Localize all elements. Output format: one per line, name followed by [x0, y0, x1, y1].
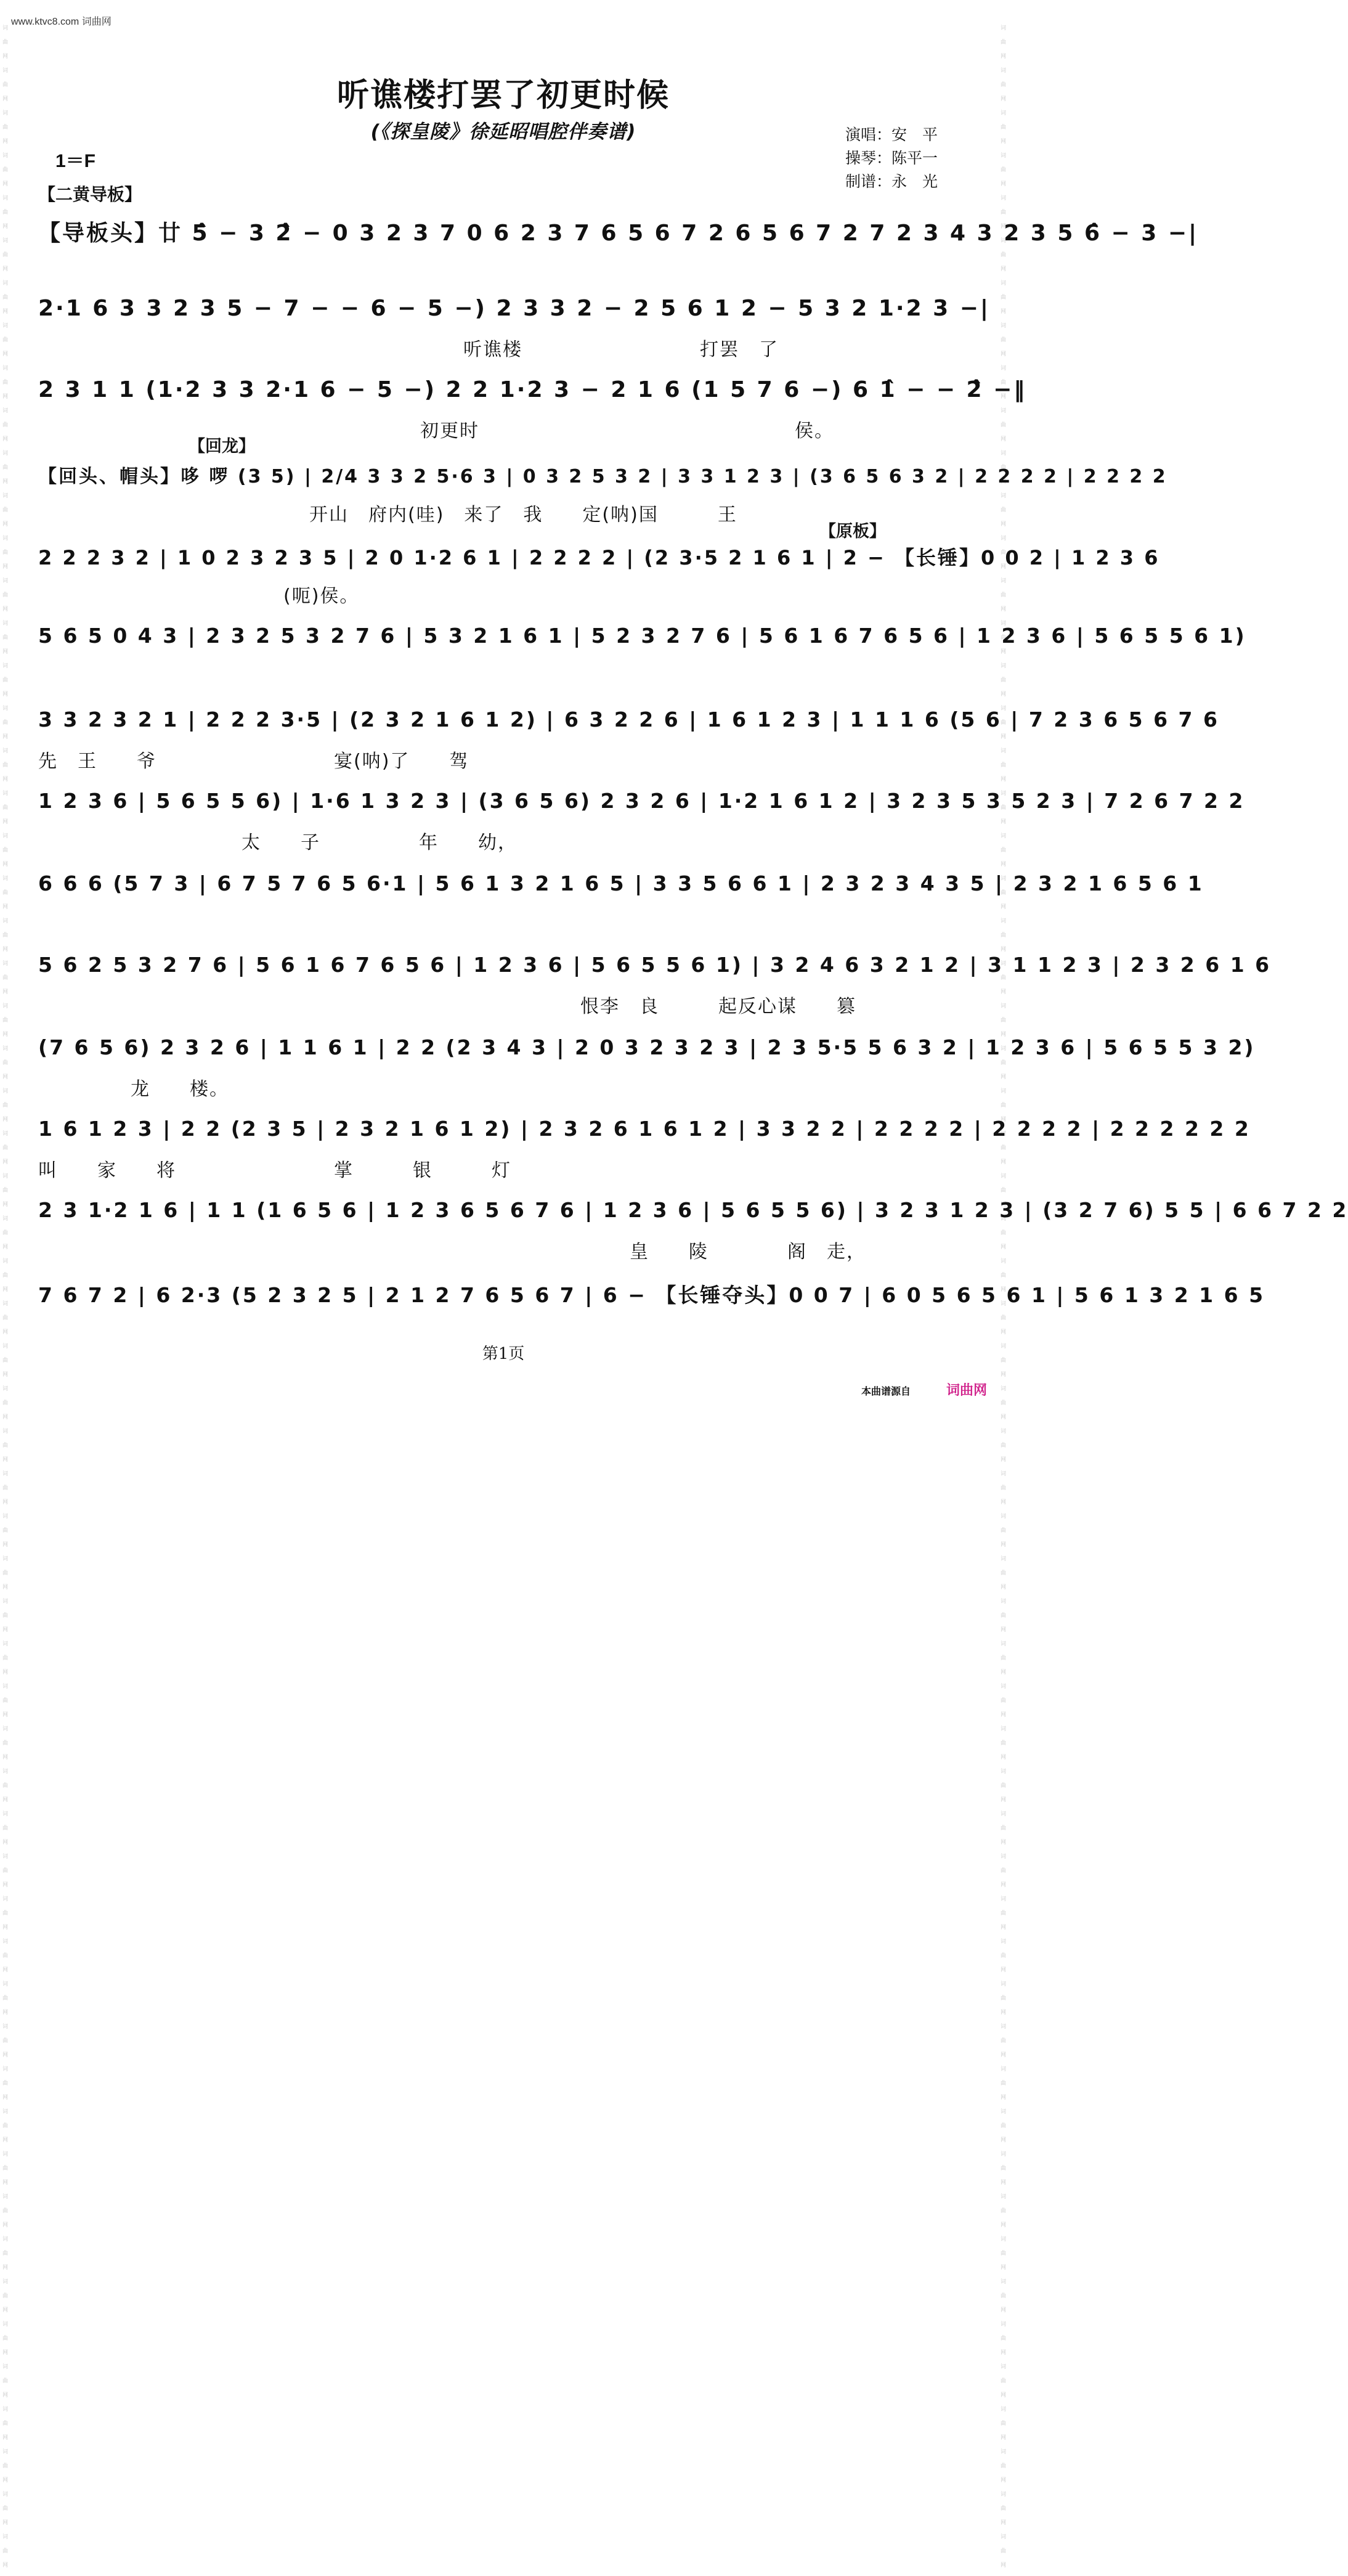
- score-line-5: [38, 542, 1160, 607]
- score-line-7: [38, 707, 1219, 772]
- score-line-10: [38, 953, 1272, 1017]
- score-line-1: [38, 216, 1199, 277]
- section-label: 【二黄导板】: [38, 184, 142, 205]
- lyrics-line: 恨李 良 起反心谋 篡: [580, 996, 856, 1017]
- credit-transcriber: 制谱：永 光: [845, 173, 938, 190]
- score-line-4: [38, 461, 1167, 526]
- score-line-9: [38, 871, 1204, 933]
- score-line-11: [38, 1035, 1256, 1100]
- notation-line: 1 2 3 6 | 5 6 5 5 6) | 1·6 1 3 2 3 | (3 6 5 6) 2 3 2 6 | 1·2 1 6 1 2 | 3 2 3 5 3 5 2 3 | 7 2 6 7 2 2: [38, 789, 1245, 813]
- credit-accompanist: 操琴：陈平一: [845, 149, 938, 167]
- right-watermark-strip: 词曲网词曲网词曲网词曲网词曲网词曲网词曲网词曲网词曲网词曲网词曲网词曲网词曲网词曲网词曲网词曲网词曲网词曲网词曲网词曲网词曲网词曲网词曲网词曲网词曲网词曲网词曲网词曲网词曲网词曲网词曲网词曲网词曲网词曲网词曲网词曲网词曲网词曲网词曲网词曲网词曲网词曲网词曲网词曲网词曲网词曲网词曲网词曲网词曲网词曲网词曲网词曲网词曲网词曲网词曲网词曲网词曲网词曲网词曲网词曲网: [999, 25, 1005, 2576]
- notation-line: 2·1 6 3 3 2 3 5 − 7 − − 6 − 5 −) 2 3 3 2 − 2 5 6 1 2 − 5 3 2 1·2 3 −|: [38, 296, 991, 321]
- notation-line: 2 3 1·2 1 6 | 1 1 (1 6 5 6 | 1 2 3 6 5 6 7 6 | 1 2 3 6 | 5 6 5 5 6) | 3 2 3 1 2 3 | (3 2 7 6) 5 5 | 6 6 7 2 2: [38, 1198, 1348, 1222]
- page-number: 第1页: [482, 1345, 525, 1363]
- score-line-8: [38, 789, 1245, 854]
- lyrics-line: 开山 府内(哇) 来了 我 定(呐)国 王: [309, 504, 737, 526]
- notation-line: 7 6 7 2 | 6 2·3 (5 2 3 2 5 | 2 1 2 7 6 5 6 7 | 6 − 【长锤夺头】0 0 7 | 6 0 5 6 5 6 1 | 5 6 1 3 2 1 6 5: [38, 1283, 1265, 1307]
- lyrics-line: 初更时 侯。: [420, 420, 834, 442]
- credit-singer: 演唱：安 平: [845, 126, 938, 144]
- lyrics-line: (呃)侯。: [283, 585, 360, 607]
- notation-line: 3 3 2 3 2 1 | 2 2 2 3·5 | (2 3 2 1 6 1 2) | 6 3 2 2 6 | 1 6 1 2 3 | 1 1 1 6 (5 6 | 7 2 3 6 5 6 7 6: [38, 707, 1219, 732]
- credits-block: [845, 123, 938, 194]
- site-url: www.ktvc8.com 词曲网: [11, 17, 112, 27]
- notation-line: 【回头、帽头】哆 啰 (3 5) | 2/4 3 3 2 5·6 3 | 0 3 2 5 3 2 | 3 3 1 2 3 | (3 6 5 6 3 2 | 2 2 2 2 | 2 2 2 2: [38, 466, 1167, 487]
- lyrics-line: 龙 楼。: [131, 1078, 229, 1100]
- notation-line: 6 6 6 (5 7 3 | 6 7 5 7 6 5 6·1 | 5 6 1 3 2 1 6 5 | 3 3 5 6 6 1 | 2 3 2 3 4 3 5 | 2 3 2 1 6 5 6 1: [38, 871, 1204, 895]
- sub-label-yuanban: 【原板】: [819, 522, 886, 541]
- left-watermark-strip: 词曲网词曲网词曲网词曲网词曲网词曲网词曲网词曲网词曲网词曲网词曲网词曲网词曲网词曲网词曲网词曲网词曲网词曲网词曲网词曲网词曲网词曲网词曲网词曲网词曲网词曲网词曲网词曲网词曲网词曲网词曲网词曲网词曲网词曲网词曲网词曲网词曲网词曲网词曲网词曲网词曲网词曲网词曲网词曲网词曲网词曲网词曲网词曲网词曲网词曲网词曲网词曲网词曲网词曲网词曲网词曲网词曲网词曲网词曲网词曲网: [1, 25, 7, 2576]
- notation-line: 1 6 1 2 3 | 2 2 (2 3 5 | 2 3 2 1 6 1 2) | 2 3 2 6 1 6 1 2 | 3 3 2 2 | 2 2 2 2 | 2 2 2 2 | 2 2 2 2 2 2: [38, 1117, 1251, 1141]
- score-line-2: [38, 296, 991, 361]
- notation-line: 5 6 2 5 3 2 7 6 | 5 6 1 6 7 6 5 6 | 1 2 3 6 | 5 6 5 5 6 1) | 3 2 4 6 3 2 1 2 | 3 1 1 2 3 | 2 3 2 6 1 6: [38, 953, 1272, 977]
- notation-line: (7 6 5 6) 2 3 2 6 | 1 1 6 1 | 2 2 (2 3 4 3 | 2 0 3 2 3 2 3 | 2 3 5·5 5 6 3 2 | 1 2 3 6 | 5 6 5 5 3 2): [38, 1035, 1256, 1059]
- score-line-3: [38, 377, 1027, 442]
- score-line-14: [38, 1279, 1265, 1341]
- lyrics-line: 先 王 爷 宴(呐)了 驾: [38, 751, 469, 772]
- notation-line: 【导板头】廿 5̂ − 3 2̂ − 0 3 2 3 7 0 6 2 3 7 6 5 6 7 2 6 5 6 7 2 7 2 3 4 3 2 3 5 6̂ − 3 −|: [38, 221, 1199, 246]
- notation-line: 5 6 5 0 4 3 | 2 3 2 5 3 2 7 6 | 5 3 2 1 6 1 | 5 2 3 2 7 6 | 5 6 1 6 7 6 5 6 | 1 2 3 6 | 5 6 5 5 6 1): [38, 624, 1246, 648]
- site-logo[interactable]: 词曲网: [946, 1383, 988, 1398]
- source-label: 本曲谱源自: [861, 1385, 911, 1397]
- page-title: 听谯楼打罢了初更时候: [336, 76, 670, 114]
- score-line-12: [38, 1117, 1251, 1181]
- sub-label-huilong: 【回龙】: [189, 437, 255, 456]
- notation-line: 2 3 1 1 (1·2 3 3 2·1 6 − 5 −) 2 2 1·2 3 − 2 1 6 (1 5 7 6 −) 6 1̂ − − 2̂ −‖: [38, 377, 1027, 402]
- score-line-13: [38, 1198, 1348, 1263]
- page-subtitle: (《探皇陵》徐延昭唱腔伴奏谱): [370, 121, 636, 143]
- key-signature: 1＝F: [55, 151, 96, 171]
- lyrics-line: 听谯楼 打罢 了: [463, 339, 779, 361]
- notation-line: 2 2 2 3 2 | 1 0 2 3 2 3 5 | 2 0 1·2 6 1 | 2 2 2 2 | (2 3·5 2 1 6 1 | 2 − 【长锤】0 0 2 | 1 2 3 6: [38, 546, 1160, 569]
- lyrics-line: 叫 家 将 掌 银 灯: [38, 1160, 511, 1181]
- lyrics-line: 太 子 年 幼，: [242, 832, 518, 854]
- lyrics-line: 皇 陵 阁 走，: [630, 1241, 866, 1263]
- score-line-6: [38, 624, 1246, 685]
